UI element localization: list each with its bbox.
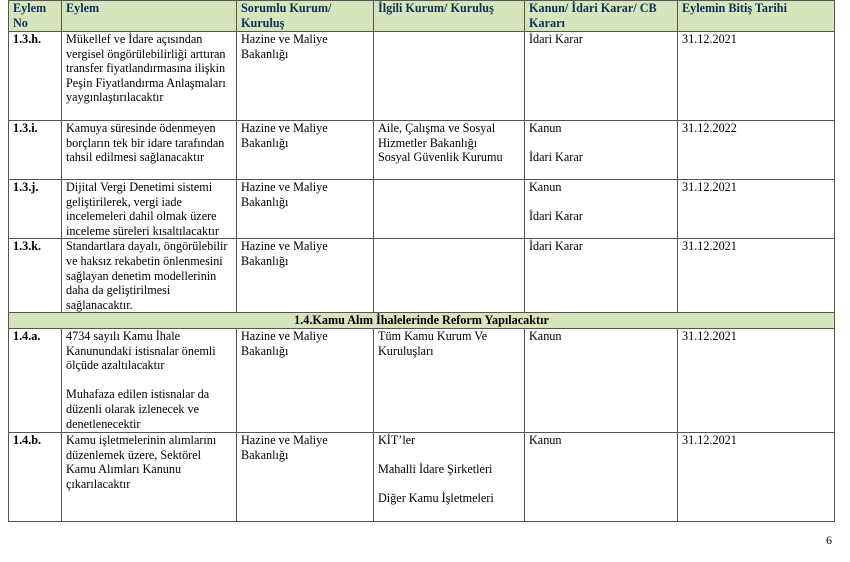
action-no: 1.3.h. bbox=[9, 32, 62, 121]
table-row bbox=[9, 432, 835, 521]
header-responsible: Sorumlu Kurum/ Kuruluş bbox=[237, 1, 374, 32]
action-paragraph: 4734 sayılı Kamu İhale Kanunundaki istisnalar önemli ölçüde azaltılacaktır bbox=[66, 328, 216, 373]
action-text bbox=[62, 432, 237, 521]
legal-instrument bbox=[525, 239, 678, 313]
related-item: Tüm Kamu Kurum Ve Kuruluşları bbox=[378, 328, 488, 358]
legal-instrument bbox=[525, 328, 678, 432]
header-action-no: Eylem No bbox=[9, 1, 62, 32]
legal-instrument bbox=[525, 180, 678, 239]
table-row bbox=[9, 121, 835, 180]
section-title: 1.4.Kamu Alım İhalelerinde Reform Yapılacaktır bbox=[9, 313, 835, 329]
action-paragraph: Muhafaza edilen istisnalar da düzenli olarak izlenecek ve denetlenecektir bbox=[66, 387, 210, 431]
action-no: 1.3.i. bbox=[9, 121, 62, 180]
legal-instrument bbox=[525, 432, 678, 521]
table-row bbox=[9, 180, 835, 239]
action-text: Standartlara dayalı, öngörülebilir ve haksız rekabetin önlenmesini sağlayan denetim modellerinin daha da geliştirilmesi sağlanacaktır. bbox=[62, 239, 237, 313]
header-instrument: Kanun/ İdari Karar/ CB Kararı bbox=[525, 1, 678, 32]
action-no: 1.4.a. bbox=[9, 328, 62, 432]
responsible-institution: Hazine ve Maliye Bakanlığı bbox=[237, 432, 374, 521]
instrument-item: İdari Karar bbox=[529, 150, 583, 165]
header-deadline: Eylemin Bitiş Tarihi bbox=[678, 1, 835, 32]
page-number: 6 bbox=[826, 533, 832, 547]
legal-instrument bbox=[525, 121, 678, 180]
instrument-item: Kanun bbox=[529, 432, 562, 447]
action-text: Dijital Vergi Denetimi sistemi geliştirilerek, vergi iade incelemeleri dahil olmak üzere inceleme süreleri kısaltılacaktır bbox=[62, 180, 237, 239]
instrument-item: İdari Karar bbox=[529, 239, 583, 254]
header-related: İlgili Kurum/ Kuruluş bbox=[374, 1, 525, 32]
action-text bbox=[62, 328, 237, 432]
related-item: KİT’ler bbox=[378, 432, 416, 447]
action-paragraph: Kamu işletmelerinin alımlarını düzenlemek üzere, Sektörel Kamu Alımları Kanunu çıkarılacaktır bbox=[66, 432, 217, 491]
responsible-institution: Hazine ve Maliye Bakanlığı bbox=[237, 328, 374, 432]
deadline: 31.12.2021 bbox=[678, 328, 835, 432]
action-no: 1.4.b. bbox=[9, 432, 62, 521]
table-header-row bbox=[9, 1, 835, 32]
related-institution bbox=[374, 432, 525, 521]
action-no: 1.3.j. bbox=[9, 180, 62, 239]
instrument-item: İdari Karar bbox=[529, 32, 583, 46]
instrument-item: Kanun bbox=[529, 121, 562, 135]
responsible-institution: Hazine ve Maliye Bakanlığı bbox=[237, 121, 374, 180]
responsible-institution: Hazine ve Maliye Bakanlığı bbox=[237, 239, 374, 313]
deadline: 31.12.2021 bbox=[678, 432, 835, 521]
related-institution bbox=[374, 180, 525, 239]
deadline: 31.12.2021 bbox=[678, 239, 835, 313]
deadline: 31.12.2021 bbox=[678, 180, 835, 239]
action-plan-table bbox=[8, 0, 835, 522]
responsible-institution: Hazine ve Maliye Bakanlığı bbox=[237, 180, 374, 239]
action-text: Mükellef ve İdare açısından vergisel öngörülebilirliği arttıran transfer fiyatlandırmasına ilişkin Peşin Fiyatlandırma Anlaşmaları yaygınlaştırılacaktır bbox=[62, 32, 237, 121]
related-item: Diğer Kamu İşletmeleri bbox=[378, 491, 494, 506]
related-institution bbox=[374, 121, 525, 180]
table-row bbox=[9, 328, 835, 432]
instrument-item: İdari Karar bbox=[529, 209, 583, 224]
related-item: Mahalli İdare Şirketleri bbox=[378, 462, 493, 477]
section-header-row bbox=[9, 313, 835, 329]
related-institution bbox=[374, 239, 525, 313]
deadline: 31.12.2022 bbox=[678, 121, 835, 180]
related-institution bbox=[374, 32, 525, 121]
table-row bbox=[9, 32, 835, 121]
instrument-item: Kanun bbox=[529, 328, 562, 343]
header-action: Eylem bbox=[62, 1, 237, 32]
deadline: 31.12.2021 bbox=[678, 32, 835, 121]
legal-instrument bbox=[525, 32, 678, 121]
related-institution bbox=[374, 328, 525, 432]
instrument-item: Kanun bbox=[529, 180, 562, 194]
action-text: Kamuya süresinde ödenmeyen borçların tek bir idare tarafından tahsil edilmesi sağlanacaktır bbox=[62, 121, 237, 180]
action-no: 1.3.k. bbox=[9, 239, 62, 313]
responsible-institution: Hazine ve Maliye Bakanlığı bbox=[237, 32, 374, 121]
related-item: Aile, Çalışma ve Sosyal Hizmetler Bakanlığı bbox=[378, 121, 496, 150]
related-item: Sosyal Güvenlik Kurumu bbox=[378, 150, 503, 165]
table-row bbox=[9, 239, 835, 313]
